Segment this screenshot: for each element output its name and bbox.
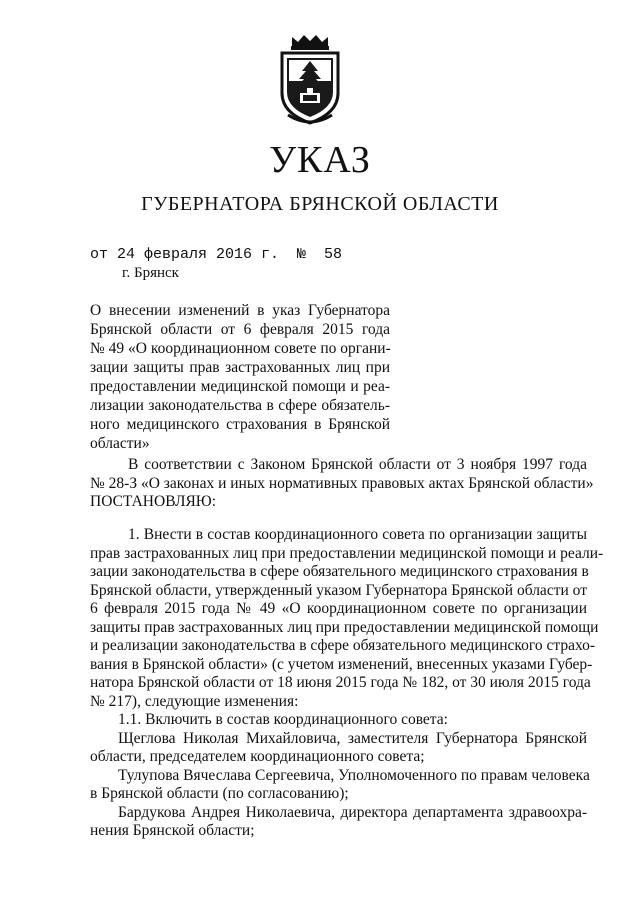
body-line: № 217), следующие изменения: — [90, 692, 299, 710]
subject-line: ного медицинского страхования в Брянской — [90, 416, 390, 433]
body-line: области, председателем координационного совета; — [90, 748, 425, 765]
body-line: прав застрахованных лиц при предоставлении медицинской помощи и реали- — [90, 544, 604, 562]
body-line: 6 февраля 2015 года № 49 «О координационном совете по организации — [90, 600, 587, 617]
document-body — [90, 526, 604, 841]
document-place: г. Брянск — [122, 265, 179, 281]
body-line: в Брянской области (по согласованию); — [90, 785, 349, 802]
body-line: Брянской области, утвержденный указом Губернатора Брянской области от — [90, 581, 587, 599]
preamble-line: № 28-З «О законах и иных нормативных правовых актах Брянской области» — [90, 474, 594, 492]
body-line: Тулупова Вячеслава Сергеевича, Уполномоченного по правам человека — [118, 766, 590, 784]
document-subject — [90, 301, 390, 453]
body-line: 1.1. Включить в состав координационного совета: — [118, 711, 448, 728]
body-line: 1. Внести в состав координационного совета по организации защиты — [128, 526, 587, 543]
subject-line: зации защиты прав застрахованных лиц при — [90, 359, 390, 376]
bryansk-coat-of-arms-icon — [270, 33, 350, 129]
body-line: нения Брянской области; — [90, 822, 255, 839]
body-line: Щеглова Николая Михайловича, заместителя Губернатора Брянской — [118, 729, 587, 747]
subject-line: предоставлении медицинской помощи и реа- — [90, 378, 390, 395]
subject-line: Брянской области от 6 февраля 2015 года — [90, 321, 390, 338]
document-date-number: от 24 февраля 2016 г. № 58 — [90, 246, 343, 263]
body-line: зации законодательства в сфере обязательного медицинского страхования в — [90, 563, 589, 580]
subject-line: лизации законодательства в сфере обязатель- — [90, 397, 390, 414]
preamble — [90, 456, 594, 512]
subject-line: области» — [90, 435, 150, 452]
body-line: и реализации законодательства в сфере обязательного медицинского страхо- — [90, 637, 596, 654]
body-line: Бардукова Андрея Николаевича, директора департамента здравоохра- — [118, 803, 587, 821]
body-line: натора Брянской области от 18 июня 2015 года № 182, от 30 июля 2015 года — [90, 674, 591, 691]
page-subtitle: ГУБЕРНАТОРА БРЯНСКОЙ ОБЛАСТИ — [141, 193, 499, 215]
subject-line: О внесении изменений в указ Губернатора — [90, 302, 390, 319]
preamble-line: В соответствии с Законом Брянской области от 3 ноября 1997 года — [128, 456, 587, 473]
body-line: вания в Брянской области» (с учетом изменений, внесенных указами Губер- — [90, 655, 593, 673]
subject-line: № 49 «О координационном совете по органи- — [90, 340, 391, 357]
body-line: защиты прав застрахованных лиц при предоставлении медицинской помощи — [90, 618, 599, 636]
preamble-line: ПОСТАНОВЛЯЮ: — [90, 493, 217, 510]
page-title: УКАЗ — [269, 139, 371, 181]
